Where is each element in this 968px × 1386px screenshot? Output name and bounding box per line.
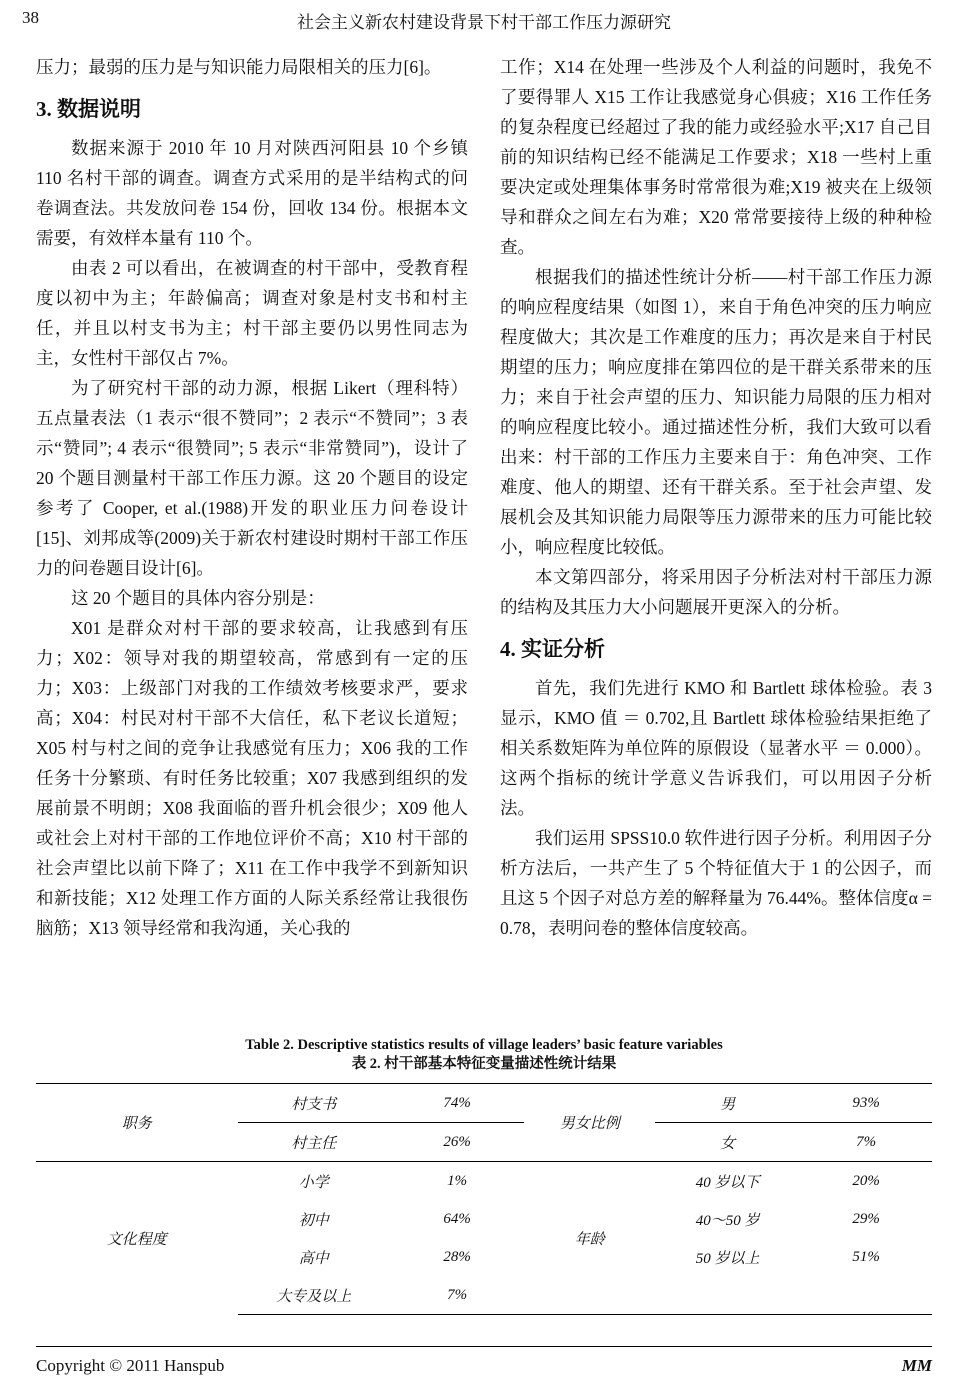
left-column — [36, 52, 468, 1037]
table-row — [36, 1162, 932, 1201]
table-cell: 64% — [443, 1210, 471, 1227]
table-cell: 93% — [800, 1084, 932, 1123]
table-cell: 大专及以上 — [238, 1276, 390, 1315]
page-footer — [36, 1346, 932, 1376]
table-cell: 1% — [447, 1172, 468, 1189]
paragraph: 数据来源于 2010 年 10 月对陕西河阳县 10 个乡镇 110 名村干部的调查。调查方式采用的是半结构式的问卷调查法。共发放问卷 154 份，回收 134 份。根据本文需要，有效样本量有 110 个。 — [36, 138, 468, 248]
paragraph: 我们运用 SPSS10.0 软件进行因子分析。利用因子分析方法后，一共产生了 5 个特征值大于 1 的公因子，而且这 5 个因子对总方差的解释量为 76.44%。整体信度α = 0.78，表明问卷的整体信度较高。 — [500, 828, 932, 938]
table-cell: 51% — [852, 1248, 880, 1265]
table-cell-empty — [800, 1276, 932, 1315]
paragraph: 本文第四部分，将采用因子分析法对村干部压力源的结构及其压力大小问题展开更深入的分析。 — [500, 567, 932, 617]
paragraph: 压力；最弱的压力是与知识能力局限相关的压力[6]。 — [36, 57, 442, 77]
paragraph: 根据我们的描述性统计分析——村干部工作压力源的响应程度结果（如图 1），来自于角色冲突的压力响应程度做大；其次是工作难度的压力；再次是来自于村民期望的压力；响应度排在第四位的是干群关系带来的压力；来自于社会声望的压力、知识能力局限的压力相对的响应程度比较小。通过描述性分析，我们大致可以看出来：村干部的工作压力主要来自于：角色冲突、工作难度、他人的期望、还有干群关系。至于社会声望、发展机会及其知识能力局限等压力源带来的压力可能比较小，响应程度比较低。 — [500, 267, 932, 557]
page-number: 38 — [22, 8, 39, 27]
table-cell: 26% — [390, 1123, 524, 1162]
running-title: 社会主义新农村建设背景下村干部工作压力源研究 — [297, 13, 671, 32]
table-cell: 女 — [655, 1123, 800, 1162]
copyright-text: Copyright © 2011 Hanspub — [36, 1356, 225, 1375]
table-cell: 50 岁以上 — [695, 1250, 760, 1267]
table-cell: 28% — [443, 1248, 471, 1265]
table-cell: 男 — [655, 1084, 800, 1123]
table-cell: 村主任 — [238, 1123, 390, 1162]
paragraph: 这 20 个题目的具体内容分别是： — [71, 588, 325, 608]
journal-abbreviation: MM — [901, 1356, 932, 1375]
table-cell-group: 年龄 — [524, 1162, 655, 1315]
table-cell: 小学 — [298, 1174, 329, 1191]
table-caption-en: Table 2. Descriptive statistics results of village leaders’ basic feature variables — [245, 1037, 723, 1053]
table-cell: 村支书 — [238, 1084, 390, 1123]
table-cell: 40～50 岁 — [695, 1212, 760, 1229]
section-heading-4: 4. 实证分析 — [500, 637, 605, 661]
paragraph: 由表 2 可以看出，在被调查的村干部中，受教育程度以初中为主；年龄偏高；调查对象是村支书和村主任，并且以村支书为主；村干部主要仍以男性同志为主，女性村干部仅占 7%。 — [36, 258, 468, 368]
right-column — [500, 52, 932, 1037]
table-cell: 7% — [390, 1276, 524, 1315]
table-cell: 40 岁以下 — [695, 1174, 760, 1191]
table-cell-empty — [655, 1276, 800, 1315]
table-caption-zh: 表 2. 村干部基本特征变量描述性统计结果 — [351, 1056, 617, 1072]
table-cell: 高中 — [298, 1250, 329, 1267]
table-cell: 29% — [852, 1210, 880, 1227]
paragraph: 为了研究村干部的动力源，根据 Likert（理科特）五点量表法（1 表示“很不赞同”；2 表示“不赞同”；3 表示“赞同”; 4 表示“很赞同”; 5 表示“非常赞同”)，设计了 20 个题目测量村干部工作压力源。这 20 个题目的设定参考了 Cooper, et al.(1988)开发的职业压力问卷设计[15]、刘邦成等(2009)关于新农村建设时期村干部工作压力的问卷题目设计[6]。 — [36, 378, 468, 578]
table-cell: 20% — [852, 1172, 880, 1189]
table-cell-group: 文化程度 — [106, 1231, 167, 1248]
table-cell: 7% — [800, 1123, 932, 1162]
table-cell-group: 职务 — [36, 1084, 238, 1162]
body-columns — [36, 52, 932, 1037]
table-cell-group: 男女比例 — [524, 1084, 655, 1162]
table-cell: 初中 — [298, 1212, 329, 1229]
table-2 — [36, 1083, 932, 1315]
paragraph: 首先，我们先进行 KMO 和 Bartlett 球体检验。表 3 显示，KMO 值 ＝ 0.702,且 Bartlett 球体检验结果拒绝了相关系数矩阵为单位阵的原假设（显著水平 ＝ 0.000）。这两个指标的统计学意义告诉我们，可以用因子分析法。 — [500, 678, 932, 818]
paragraph: X01 是群众对村干部的要求较高，让我感到有压力；X02：领导对我的期望较高，常感到有一定的压力；X03：上级部门对我的工作绩效考核要求严，要求高；X04：村民对村干部不大信任，私下老议长道短；X05 村与村之间的竞争让我感觉有压力；X06 我的工作任务十分繁琐、有时任务比较重；X07 我感到组织的发展前景不明朗；X08 我面临的晋升机会很少；X09 他人或社会上对村干部的工作地位评价不高；X10 村干部的社会声望比以前下降了；X11 在工作中我学不到新知识和新技能；X12 处理工作方面的人际关系经常让我很伤脑筋；X13 领导经常和我沟通，关心我的 — [36, 618, 468, 938]
page-header — [0, 8, 968, 33]
table-row — [36, 1084, 932, 1123]
table-cell: 74% — [390, 1084, 524, 1123]
table-2-block — [36, 1036, 932, 1315]
paragraph: 工作；X14 在处理一些涉及个人利益的问题时，我免不了要得罪人 X15 工作让我感觉身心俱疲；X16 工作任务的复杂程度已经超过了我的能力或经验水平;X17 自己目前的知识结构已经不能满足工作要求；X18 一些村上重要决定或处理集体事务时常常很为难;X19 被夹在上级领导和群众之间左右为难；X20 常常要接待上级的种种检查。 — [500, 57, 932, 257]
section-heading-3: 3. 数据说明 — [36, 97, 141, 121]
